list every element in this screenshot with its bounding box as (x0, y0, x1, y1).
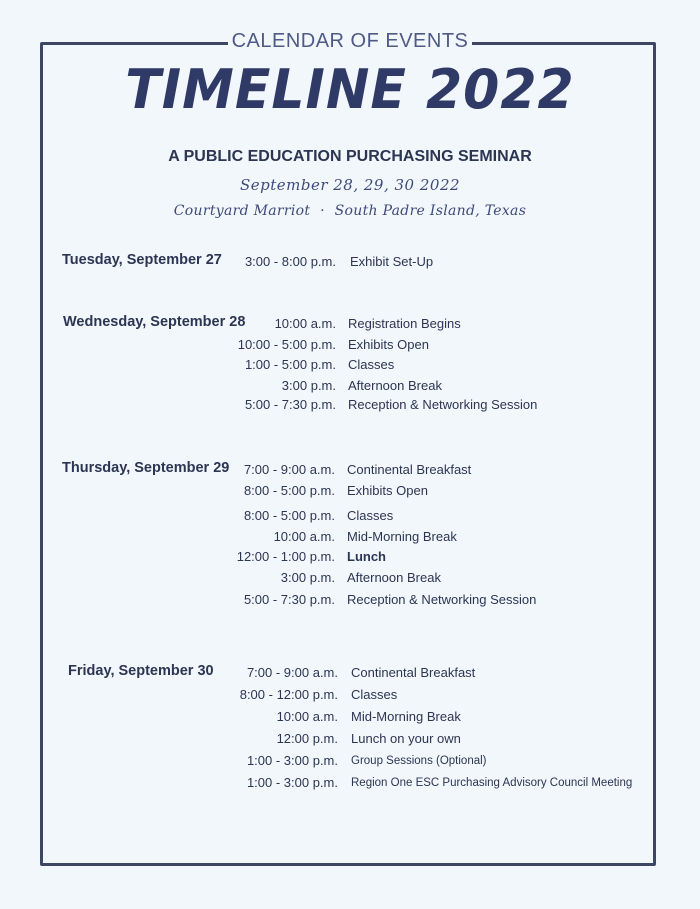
event-name: Registration Begins (348, 316, 461, 331)
event-time: 12:00 p.m. (276, 731, 338, 746)
seminar-dates: September 28, 29, 30 2022 (239, 176, 461, 194)
event-time: 7:00 - 9:00 a.m. (246, 665, 338, 680)
day-title-tuesday: Tuesday, September 27 (62, 252, 222, 268)
event-name: Continental Breakfast (347, 462, 472, 477)
event-name: Mid-Morning Break (347, 529, 457, 544)
event-time: 3:00 p.m. (280, 570, 335, 585)
event-name: Afternoon Break (348, 378, 442, 393)
event-name: Classes (348, 357, 395, 372)
event-name: Classes (347, 508, 394, 523)
event-name: Mid-Morning Break (351, 709, 461, 724)
venue-location: South Padre Island, Texas (334, 203, 527, 219)
event-time: 5:00 - 7:30 p.m. (243, 592, 335, 607)
event-name: Region One ESC Purchasing Advisory Council Meeting (351, 777, 633, 789)
event-time: 1:00 - 3:00 p.m. (246, 753, 338, 768)
event-time: 10:00 - 5:00 p.m. (237, 337, 336, 352)
event-time: 5:00 - 7:30 p.m. (244, 397, 336, 412)
day-title-friday: Friday, September 30 (68, 663, 214, 679)
event-time: 8:00 - 5:00 p.m. (243, 508, 335, 523)
event-name: Classes (351, 687, 398, 702)
event-name: Exhibits Open (347, 483, 428, 498)
calendar-label-text: CALENDAR OF EVENTS (228, 30, 473, 52)
venue-separator: · (320, 203, 325, 219)
event-time: 3:00 p.m. (281, 378, 336, 393)
event-time: 10:00 a.m. (273, 529, 335, 544)
venue-name: Courtyard Marriot (173, 203, 311, 219)
event-name: Exhibits Open (348, 337, 429, 352)
calendar-label (0, 30, 700, 53)
event-time: 1:00 - 5:00 p.m. (244, 357, 336, 372)
day-title-thursday: Thursday, September 29 (62, 460, 230, 476)
event-time: 12:00 - 1:00 p.m. (236, 549, 335, 564)
event-name: Group Sessions (Optional) (351, 755, 487, 767)
event-time: 1:00 - 3:00 p.m. (246, 775, 338, 790)
event-name: Reception & Networking Session (348, 397, 538, 412)
event-time: 10:00 a.m. (274, 316, 336, 331)
page-title: TIMELINE 2022 (125, 58, 575, 122)
event-name-lunch: Lunch (347, 549, 386, 564)
day-title-wednesday: Wednesday, September 28 (63, 314, 246, 330)
event-time: 7:00 - 9:00 a.m. (243, 462, 335, 477)
seminar-subtitle: A PUBLIC EDUCATION PURCHASING SEMINAR (168, 148, 532, 165)
event-time: 8:00 - 12:00 p.m. (239, 687, 338, 702)
event-time: 10:00 a.m. (276, 709, 338, 724)
event-name: Lunch on your own (351, 731, 461, 746)
event-name: Exhibit Set-Up (350, 254, 434, 269)
event-time: 3:00 - 8:00 p.m. (244, 254, 336, 269)
event-name: Continental Breakfast (351, 665, 476, 680)
event-name: Reception & Networking Session (347, 592, 537, 607)
event-name: Afternoon Break (347, 570, 441, 585)
venue-line (0, 203, 700, 219)
event-time: 8:00 - 5:00 p.m. (243, 483, 335, 498)
